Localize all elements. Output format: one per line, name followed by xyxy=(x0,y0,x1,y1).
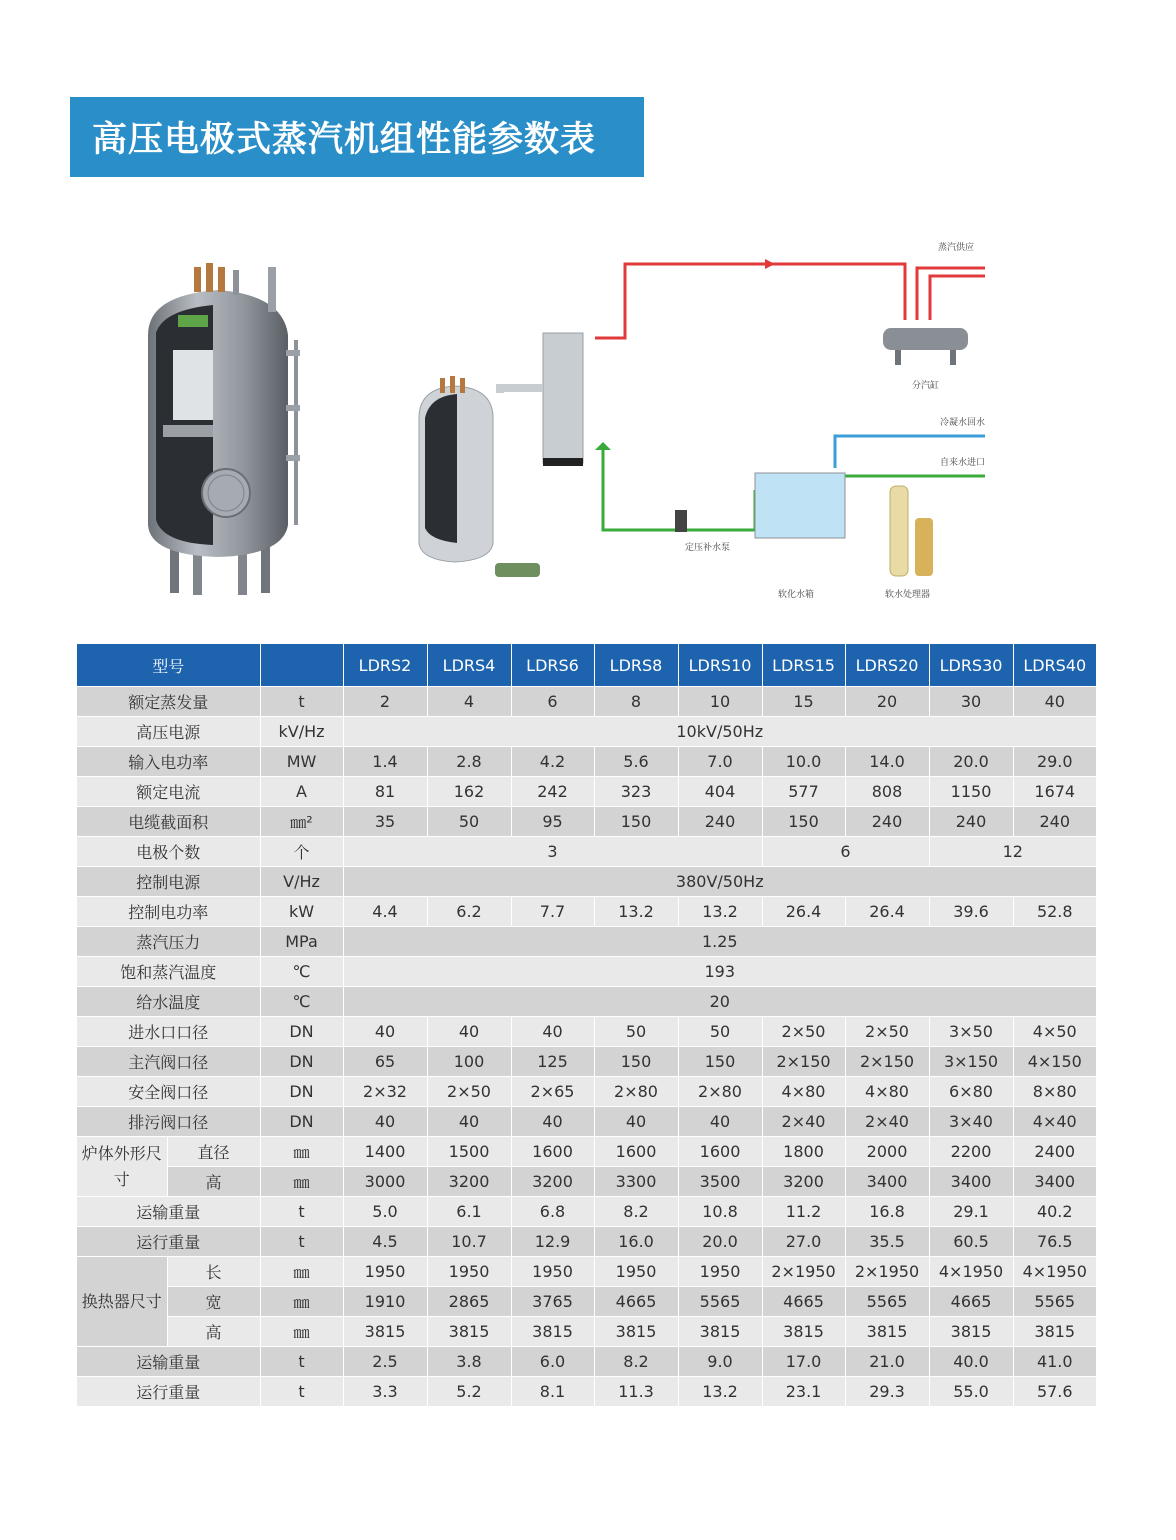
value-cell: 4.2 xyxy=(511,747,594,777)
value-cell: 57.6 xyxy=(1013,1377,1096,1407)
value-cell: 4×1950 xyxy=(1013,1257,1096,1287)
unit-cell: DN xyxy=(260,1107,343,1137)
value-cell: 3765 xyxy=(511,1287,594,1317)
value-cell: 40 xyxy=(678,1107,762,1137)
value-cell: 2×80 xyxy=(678,1077,762,1107)
value-cell: 6.2 xyxy=(427,897,511,927)
value-cell: 50 xyxy=(678,1017,762,1047)
unit-cell: ℃ xyxy=(260,957,343,987)
value-cell: 1600 xyxy=(678,1137,762,1167)
value-cell: 100 xyxy=(427,1047,511,1077)
param-name: 运输重量 xyxy=(77,1347,260,1377)
value-cell: 21.0 xyxy=(845,1347,929,1377)
value-cell: 1600 xyxy=(594,1137,678,1167)
value-cell: 8.2 xyxy=(594,1347,678,1377)
value-cell: 11.2 xyxy=(762,1197,845,1227)
value-cell: 3.8 xyxy=(427,1347,511,1377)
value-cell: 5565 xyxy=(678,1287,762,1317)
unit-cell: ㎜ xyxy=(260,1167,343,1197)
value-cell: 240 xyxy=(1013,807,1096,837)
table-row xyxy=(77,1227,1097,1257)
value-cell: 2400 xyxy=(1013,1137,1096,1167)
value-cell: 2×65 xyxy=(511,1077,594,1107)
value-cell: 4×80 xyxy=(762,1077,845,1107)
value-cell: 7.7 xyxy=(511,897,594,927)
value-cell: 2×150 xyxy=(845,1047,929,1077)
param-name: 电缆截面积 xyxy=(77,807,260,837)
table-row xyxy=(77,687,1097,717)
value-cell: 40 xyxy=(511,1107,594,1137)
value-cell: 6.1 xyxy=(427,1197,511,1227)
value-cell: 1600 xyxy=(511,1137,594,1167)
param-name: 给水温度 xyxy=(77,987,260,1017)
value-cell: 5.2 xyxy=(427,1377,511,1407)
value-cell: 2×40 xyxy=(762,1107,845,1137)
value-cell: 1674 xyxy=(1013,777,1096,807)
value-cell: 52.8 xyxy=(1013,897,1096,927)
param-name: 输入电功率 xyxy=(77,747,260,777)
value-cell: 35 xyxy=(343,807,427,837)
value-cell: 6×80 xyxy=(929,1077,1013,1107)
value-cell: 40 xyxy=(343,1107,427,1137)
param-name: 额定蒸发量 xyxy=(77,687,260,717)
value-cell: 323 xyxy=(594,777,678,807)
steam-separator xyxy=(543,333,583,463)
value-cell: 2×40 xyxy=(845,1107,929,1137)
unit-cell: t xyxy=(260,1197,343,1227)
value-cell: 6.8 xyxy=(511,1197,594,1227)
value-cell: 4×40 xyxy=(1013,1107,1096,1137)
value-cell: 5.6 xyxy=(594,747,678,777)
value-cell: 3200 xyxy=(762,1167,845,1197)
value-cell: 3400 xyxy=(929,1167,1013,1197)
value-cell: 15 xyxy=(762,687,845,717)
value-cell: 5565 xyxy=(845,1287,929,1317)
value-cell: 50 xyxy=(427,807,511,837)
value-cell: 29.1 xyxy=(929,1197,1013,1227)
value-cell: 2.5 xyxy=(343,1347,427,1377)
value-cell: 40 xyxy=(427,1017,511,1047)
unit-cell: ㎜ xyxy=(260,1257,343,1287)
value-cell: 4665 xyxy=(594,1287,678,1317)
table-row xyxy=(77,1377,1097,1407)
table-row xyxy=(77,867,1097,897)
value-cell: 6 xyxy=(511,687,594,717)
value-cell: 242 xyxy=(511,777,594,807)
value-cell: 41.0 xyxy=(1013,1347,1096,1377)
label-steam-supply: 蒸汽供应 xyxy=(938,243,975,253)
value-cell: 4×150 xyxy=(1013,1047,1096,1077)
value-cell: 808 xyxy=(845,777,929,807)
table-row xyxy=(77,717,1097,747)
model-header: LDRS4 xyxy=(427,644,511,687)
value-cell: 16.8 xyxy=(845,1197,929,1227)
value-cell: 10 xyxy=(678,687,762,717)
unit-cell: t xyxy=(260,1347,343,1377)
value-cell: 20.0 xyxy=(678,1227,762,1257)
param-name: 安全阀口径 xyxy=(77,1077,260,1107)
value-cell: 40 xyxy=(511,1017,594,1047)
value-cell: 27.0 xyxy=(762,1227,845,1257)
value-cell: 11.3 xyxy=(594,1377,678,1407)
value-cell: 8 xyxy=(594,687,678,717)
table-row xyxy=(77,1197,1097,1227)
value-cell: 4 xyxy=(427,687,511,717)
table-row xyxy=(77,1077,1097,1107)
value-cell: 3815 xyxy=(427,1317,511,1347)
value-cell: 60.5 xyxy=(929,1227,1013,1257)
param-name: 高压电源 xyxy=(77,717,260,747)
value-cell: 50 xyxy=(594,1017,678,1047)
unit-cell: ㎜ xyxy=(260,1317,343,1347)
steam-header-vessel xyxy=(883,328,968,350)
value-cell: 2×1950 xyxy=(845,1257,929,1287)
value-cell: 13.2 xyxy=(678,1377,762,1407)
value-cell: 5565 xyxy=(1013,1287,1096,1317)
unit-cell: MPa xyxy=(260,927,343,957)
value-cell: 5.0 xyxy=(343,1197,427,1227)
param-name: 高 xyxy=(167,1167,260,1197)
value-cell: 20 xyxy=(845,687,929,717)
label-softened-water-tank: 软化水箱 xyxy=(778,590,815,600)
param-name: 运行重量 xyxy=(77,1227,260,1257)
value-cell: 162 xyxy=(427,777,511,807)
model-header: LDRS8 xyxy=(594,644,678,687)
value-cell: 40.0 xyxy=(929,1347,1013,1377)
table-row xyxy=(77,1017,1097,1047)
value-cell-merged: 3 xyxy=(343,837,762,867)
table-row xyxy=(77,1257,1097,1287)
unit-cell: t xyxy=(260,687,343,717)
value-cell: 3815 xyxy=(1013,1317,1096,1347)
param-name: 控制电源 xyxy=(77,867,260,897)
value-cell: 2×1950 xyxy=(762,1257,845,1287)
table-row xyxy=(77,1287,1097,1317)
value-cell: 3815 xyxy=(845,1317,929,1347)
value-cell: 577 xyxy=(762,777,845,807)
value-cell-merged: 6 xyxy=(762,837,929,867)
model-header: LDRS20 xyxy=(845,644,929,687)
table-row xyxy=(77,747,1097,777)
value-cell: 3×40 xyxy=(929,1107,1013,1137)
value-cell: 3×150 xyxy=(929,1047,1013,1077)
value-cell: 125 xyxy=(511,1047,594,1077)
value-cell: 1950 xyxy=(594,1257,678,1287)
value-cell: 4×50 xyxy=(1013,1017,1096,1047)
value-cell: 13.2 xyxy=(594,897,678,927)
value-cell: 2×50 xyxy=(762,1017,845,1047)
table-row xyxy=(77,1347,1097,1377)
unit-cell: DN xyxy=(260,1047,343,1077)
value-cell: 240 xyxy=(845,807,929,837)
value-cell: 40 xyxy=(343,1017,427,1047)
value-cell: 23.1 xyxy=(762,1377,845,1407)
param-name: 进水口口径 xyxy=(77,1017,260,1047)
unit-cell: DN xyxy=(260,1017,343,1047)
param-name: 运输重量 xyxy=(77,1197,260,1227)
boiler-cutaway-image xyxy=(118,255,333,600)
value-cell: 4665 xyxy=(929,1287,1013,1317)
table-row xyxy=(77,1317,1097,1347)
value-cell: 29.0 xyxy=(1013,747,1096,777)
value-cell: 40 xyxy=(427,1107,511,1137)
value-cell: 2×50 xyxy=(845,1017,929,1047)
value-cell: 404 xyxy=(678,777,762,807)
value-cell: 8.2 xyxy=(594,1197,678,1227)
unit-cell: V/Hz xyxy=(260,867,343,897)
unit-cell: 个 xyxy=(260,837,343,867)
value-cell: 2×80 xyxy=(594,1077,678,1107)
value-cell-merged: 1.25 xyxy=(343,927,1096,957)
param-name: 长 xyxy=(167,1257,260,1287)
label-tap-water-inlet: 自来水进口 xyxy=(940,458,986,468)
value-cell: 4665 xyxy=(762,1287,845,1317)
value-cell: 3400 xyxy=(1013,1167,1096,1197)
param-name: 控制电功率 xyxy=(77,897,260,927)
spec-table xyxy=(77,644,1097,1407)
page-title: 高压电极式蒸汽机组性能参数表 xyxy=(92,120,597,160)
header-model-label: 型号 xyxy=(77,644,260,687)
value-cell: 3815 xyxy=(511,1317,594,1347)
value-cell-merged: 10kV/50Hz xyxy=(343,717,1096,747)
unit-cell: kW xyxy=(260,897,343,927)
param-name: 电极个数 xyxy=(77,837,260,867)
value-cell: 6.0 xyxy=(511,1347,594,1377)
value-cell: 55.0 xyxy=(929,1377,1013,1407)
param-name: 直径 xyxy=(167,1137,260,1167)
steam-pipe xyxy=(595,264,905,338)
table-row xyxy=(77,1137,1097,1167)
value-cell-merged: 20 xyxy=(343,987,1096,1017)
value-cell: 26.4 xyxy=(845,897,929,927)
value-cell-merged: 380V/50Hz xyxy=(343,867,1096,897)
value-cell: 1950 xyxy=(343,1257,427,1287)
value-cell: 3000 xyxy=(343,1167,427,1197)
value-cell: 150 xyxy=(594,807,678,837)
unit-cell: ㎜ xyxy=(260,1287,343,1317)
value-cell: 2.8 xyxy=(427,747,511,777)
value-cell: 1800 xyxy=(762,1137,845,1167)
label-constant-pressure-pump: 定压补水泵 xyxy=(685,543,731,553)
unit-cell: t xyxy=(260,1377,343,1407)
value-cell: 3400 xyxy=(845,1167,929,1197)
value-cell: 3815 xyxy=(762,1317,845,1347)
param-name: 运行重量 xyxy=(77,1377,260,1407)
value-cell: 81 xyxy=(343,777,427,807)
value-cell: 240 xyxy=(678,807,762,837)
model-header: LDRS10 xyxy=(678,644,762,687)
value-cell-merged: 193 xyxy=(343,957,1096,987)
value-cell: 10.0 xyxy=(762,747,845,777)
value-cell: 2200 xyxy=(929,1137,1013,1167)
value-cell-merged: 12 xyxy=(929,837,1096,867)
value-cell: 40 xyxy=(1013,687,1096,717)
table-row xyxy=(77,927,1097,957)
table-row xyxy=(77,807,1097,837)
value-cell: 2 xyxy=(343,687,427,717)
header-unit xyxy=(260,644,343,687)
value-cell: 4.4 xyxy=(343,897,427,927)
unit-cell: ㎜² xyxy=(260,807,343,837)
model-header: LDRS40 xyxy=(1013,644,1096,687)
label-steam-header: 分汽缸 xyxy=(912,381,940,391)
unit-cell: DN xyxy=(260,1077,343,1107)
value-cell: 10.8 xyxy=(678,1197,762,1227)
value-cell: 40 xyxy=(594,1107,678,1137)
value-cell: 17.0 xyxy=(762,1347,845,1377)
table-row xyxy=(77,1167,1097,1197)
group-heat-exchanger-dimensions: 换热器尺寸 xyxy=(77,1257,167,1347)
value-cell: 150 xyxy=(762,807,845,837)
value-cell: 7.0 xyxy=(678,747,762,777)
value-cell: 95 xyxy=(511,807,594,837)
value-cell: 39.6 xyxy=(929,897,1013,927)
unit-cell: ㎜ xyxy=(260,1137,343,1167)
table-row xyxy=(77,1107,1097,1137)
table-row xyxy=(77,837,1097,867)
model-header: LDRS30 xyxy=(929,644,1013,687)
unit-cell: t xyxy=(260,1227,343,1257)
value-cell: 240 xyxy=(929,807,1013,837)
unit-cell: ℃ xyxy=(260,987,343,1017)
group-furnace-dimensions: 炉体外形尺寸 xyxy=(77,1137,167,1197)
value-cell: 2×150 xyxy=(762,1047,845,1077)
value-cell: 3815 xyxy=(594,1317,678,1347)
value-cell: 65 xyxy=(343,1047,427,1077)
table-header-row xyxy=(77,644,1097,687)
title-banner xyxy=(70,97,644,177)
param-name: 宽 xyxy=(167,1287,260,1317)
param-name: 主汽阀口径 xyxy=(77,1047,260,1077)
value-cell: 12.9 xyxy=(511,1227,594,1257)
table-row xyxy=(77,1047,1097,1077)
value-cell: 4×1950 xyxy=(929,1257,1013,1287)
value-cell: 1950 xyxy=(427,1257,511,1287)
param-name: 饱和蒸汽温度 xyxy=(77,957,260,987)
model-header: LDRS6 xyxy=(511,644,594,687)
value-cell: 2×32 xyxy=(343,1077,427,1107)
value-cell: 20.0 xyxy=(929,747,1013,777)
value-cell: 3815 xyxy=(678,1317,762,1347)
label-water-softener: 软水处理器 xyxy=(885,590,931,600)
param-name: 蒸汽压力 xyxy=(77,927,260,957)
param-name: 高 xyxy=(167,1317,260,1347)
value-cell: 1950 xyxy=(511,1257,594,1287)
value-cell: 29.3 xyxy=(845,1377,929,1407)
value-cell: 4×80 xyxy=(845,1077,929,1107)
value-cell: 35.5 xyxy=(845,1227,929,1257)
value-cell: 3200 xyxy=(427,1167,511,1197)
label-condensate-return: 冷凝水回水 xyxy=(940,418,986,428)
value-cell: 3300 xyxy=(594,1167,678,1197)
value-cell: 1150 xyxy=(929,777,1013,807)
model-header: LDRS15 xyxy=(762,644,845,687)
value-cell: 150 xyxy=(594,1047,678,1077)
unit-cell: MW xyxy=(260,747,343,777)
param-name: 额定电流 xyxy=(77,777,260,807)
model-header: LDRS2 xyxy=(343,644,427,687)
value-cell: 10.7 xyxy=(427,1227,511,1257)
value-cell: 9.0 xyxy=(678,1347,762,1377)
value-cell: 3815 xyxy=(929,1317,1013,1347)
value-cell: 8×80 xyxy=(1013,1077,1096,1107)
value-cell: 150 xyxy=(678,1047,762,1077)
value-cell: 1400 xyxy=(343,1137,427,1167)
table-row xyxy=(77,957,1097,987)
value-cell: 4.5 xyxy=(343,1227,427,1257)
value-cell: 8.1 xyxy=(511,1377,594,1407)
value-cell: 1500 xyxy=(427,1137,511,1167)
value-cell: 26.4 xyxy=(762,897,845,927)
value-cell: 40.2 xyxy=(1013,1197,1096,1227)
softened-water-tank xyxy=(755,473,845,538)
unit-cell: kV/Hz xyxy=(260,717,343,747)
value-cell: 3×50 xyxy=(929,1017,1013,1047)
value-cell: 2865 xyxy=(427,1287,511,1317)
value-cell: 2000 xyxy=(845,1137,929,1167)
value-cell: 14.0 xyxy=(845,747,929,777)
value-cell: 3500 xyxy=(678,1167,762,1197)
table-row xyxy=(77,987,1097,1017)
value-cell: 1950 xyxy=(678,1257,762,1287)
value-cell: 3200 xyxy=(511,1167,594,1197)
table-row xyxy=(77,777,1097,807)
value-cell: 30 xyxy=(929,687,1013,717)
unit-cell: A xyxy=(260,777,343,807)
value-cell: 13.2 xyxy=(678,897,762,927)
value-cell: 76.5 xyxy=(1013,1227,1096,1257)
table-row xyxy=(77,897,1097,927)
value-cell: 16.0 xyxy=(594,1227,678,1257)
value-cell: 3815 xyxy=(343,1317,427,1347)
value-cell: 2×50 xyxy=(427,1077,511,1107)
value-cell: 1910 xyxy=(343,1287,427,1317)
value-cell: 3.3 xyxy=(343,1377,427,1407)
param-name: 排污阀口径 xyxy=(77,1107,260,1137)
value-cell: 1.4 xyxy=(343,747,427,777)
